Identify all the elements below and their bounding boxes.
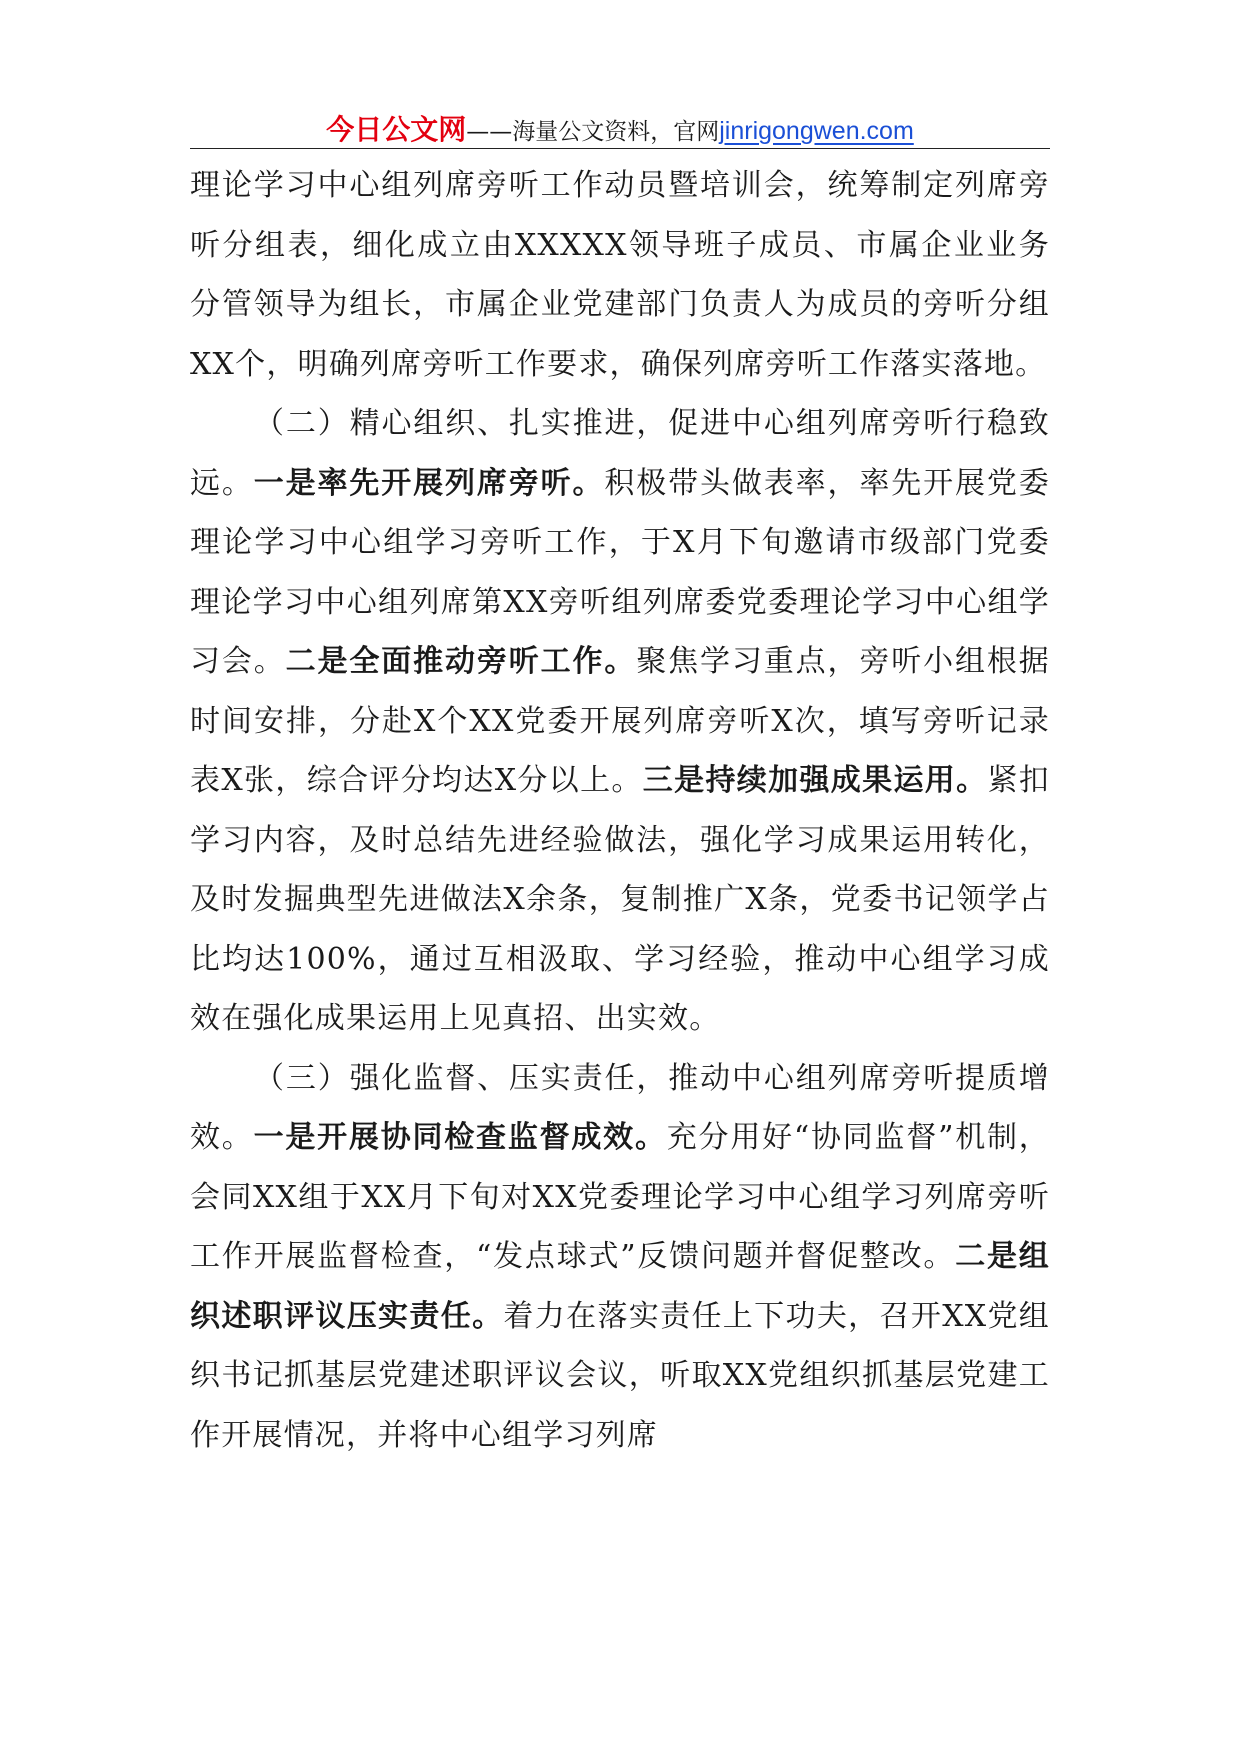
point-2-3-title: 三是持续加强成果运用。 bbox=[642, 763, 988, 798]
point-3-2-title: 二是组织述职评议压实责任。 bbox=[190, 1239, 1050, 1334]
point-2-2-title: 二是全面推动旁听工作。 bbox=[285, 644, 637, 679]
point-2-1-text: 积极带头做表率，率先开展党委理论学习中心组学习旁听工作，于X月下旬邀请市级部门党委理论学习中心组列席第XX旁听组列席委党委理论学习中心组学习会。 bbox=[190, 465, 1050, 679]
point-2-1-title: 一是率先开展列席旁听。 bbox=[253, 465, 605, 501]
page-header bbox=[190, 108, 1050, 148]
point-2-2-text: 聚焦学习重点，旁听小组根据时间安排，分赴X个XX党委开展列席旁听X次，填写旁听记录表X张，综合评分均达X分以上。 bbox=[190, 644, 1050, 798]
section-3-heading: （三）强化监督、压实责任，推动中心组列席旁听提质增效。 bbox=[190, 1060, 1050, 1155]
document-body bbox=[190, 156, 1050, 1465]
section-2-heading: （二）精心组织、扎实推进，促进中心组列席旁听行稳致远。 bbox=[190, 406, 1050, 501]
point-3-2-text: 着力在落实责任上下功夫，召开XX党组织书记抓基层党建述职评议会议，听取XX党组织抓基层党建工作开展情况，并将中心组学习列席 bbox=[190, 1298, 1050, 1453]
point-3-1-title: 一是开展协同检查监督成效。 bbox=[253, 1120, 667, 1155]
paragraph-1-text: 理论学习中心组列席旁听工作动员暨培训会，统筹制定列席旁听分组表，细化成立由XXXXX领导班子成员、市属企业业务分管领导为组长，市属企业党建部门负责人为成员的旁听分组XX个，明确列席旁听工作要求，确保列席旁听工作落实落地。 bbox=[190, 168, 1050, 382]
brand-name: 今日公文网 bbox=[326, 113, 467, 146]
point-2-3-text: 紧扣学习内容，及时总结先进经验做法，强化学习成果运用转化，及时发掘典型先进做法X余条，复制推广X条，党委书记领学占比均达100%，通过互相汲取、学习经验，推动中心组学习成效在强化成果运用上见真招、出实效。 bbox=[190, 763, 1051, 1036]
site-link[interactable]: jinrigongwen.com bbox=[719, 117, 914, 145]
point-3-1-text: 充分用好“协同监督”机制，会同XX组于XX月下旬对XX党委理论学习中心组学习列席旁听工作开展监督检查，“发点球式”反馈问题并督促整改。 bbox=[190, 1120, 1051, 1274]
header-tagline: ——海量公文资料，官网 bbox=[466, 119, 720, 145]
paragraph-1 bbox=[190, 156, 1050, 394]
paragraph-3 bbox=[190, 1049, 1050, 1466]
header-divider bbox=[190, 148, 1050, 149]
paragraph-2 bbox=[190, 394, 1050, 1049]
